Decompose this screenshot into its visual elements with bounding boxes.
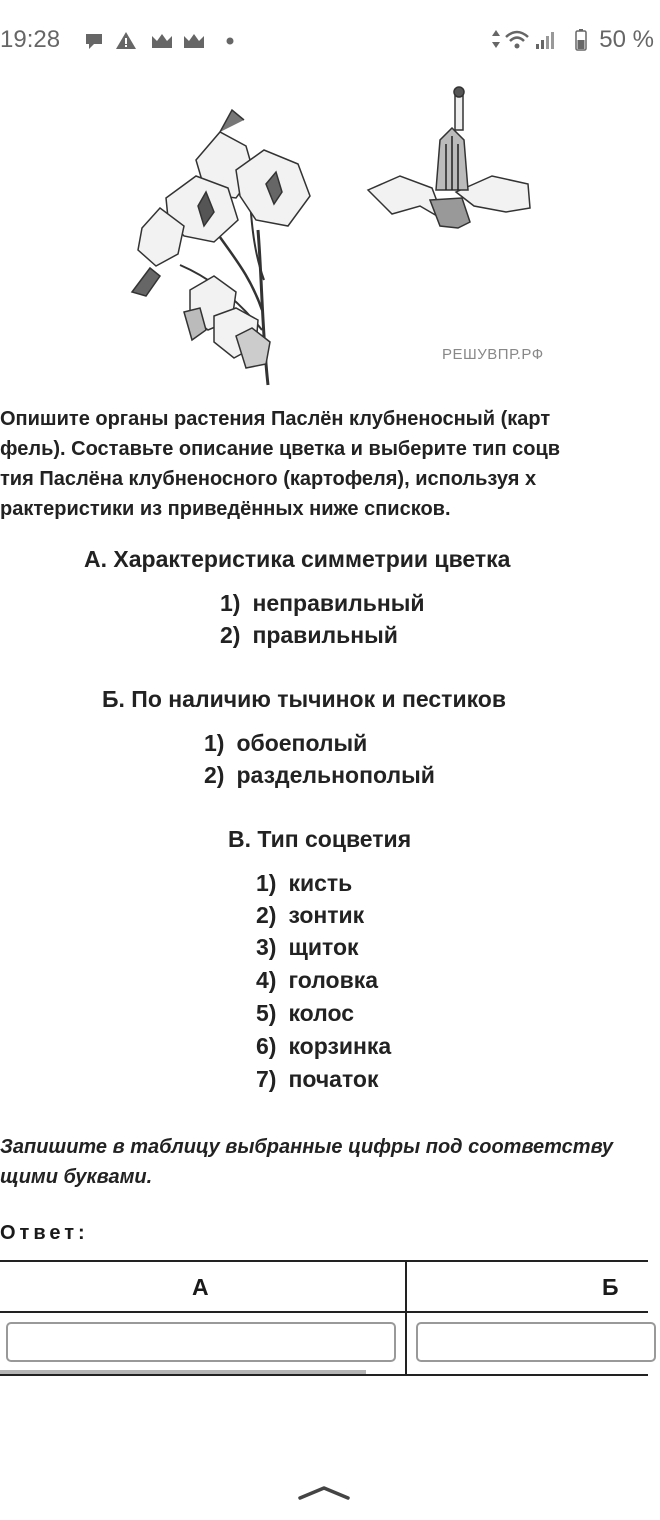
option-text: раздельнополый — [236, 762, 435, 788]
signal-icon — [536, 32, 554, 49]
section-b-title: Б. По наличию тычинок и пестиков — [102, 686, 506, 712]
option-item — [204, 730, 367, 757]
option-item — [256, 967, 378, 994]
option-number: 7) — [256, 1066, 277, 1092]
watermark: РЕШУВПР.РФ — [442, 346, 544, 363]
option-text: щиток — [288, 934, 359, 960]
option-number: 5) — [256, 1000, 277, 1026]
system-icons — [492, 28, 592, 54]
answer-label: Ответ: — [0, 1222, 89, 1244]
chat-icon — [86, 34, 102, 49]
option-number: 3) — [256, 934, 277, 960]
instruction-line: Запишите в таблицу выбранные цифры под соответству — [0, 1136, 614, 1158]
option-text: початок — [288, 1066, 379, 1092]
section-a-title: А. Характеристика симметрии цветка — [84, 546, 511, 572]
table-border-middle — [0, 1311, 648, 1313]
battery-percent: 50 % — [599, 26, 654, 53]
column-header-a: А — [192, 1274, 209, 1300]
instruction-line: щими буквами. — [0, 1166, 153, 1188]
task-text-line: тия Паслёна клубненосного (картофеля), используя х — [0, 468, 537, 490]
option-text: головка — [288, 967, 379, 993]
answer-input-a[interactable] — [6, 1322, 396, 1362]
option-number: 1) — [256, 870, 277, 896]
status-bar — [0, 0, 654, 80]
column-header-b: Б — [602, 1274, 619, 1300]
battery-icon — [576, 29, 586, 50]
table-border-bottom — [0, 1374, 648, 1376]
option-item — [204, 762, 435, 789]
notification-icons — [84, 30, 244, 52]
option-number: 1) — [204, 730, 225, 756]
option-item — [256, 1000, 354, 1027]
option-item — [256, 934, 359, 961]
option-number: 1) — [220, 590, 241, 616]
option-item — [220, 590, 425, 617]
chevron-up-icon[interactable] — [296, 1480, 352, 1502]
status-time: 19:28 — [0, 26, 61, 53]
option-item — [256, 1033, 391, 1060]
potato-flower-illustration — [0, 80, 648, 400]
option-text: кисть — [288, 870, 353, 896]
option-text: корзинка — [288, 1033, 392, 1059]
option-text: колос — [288, 1000, 354, 1026]
option-number: 2) — [256, 902, 277, 928]
option-number: 2) — [204, 762, 225, 788]
crown-icon — [184, 34, 204, 48]
horizontal-scrollbar[interactable] — [0, 1370, 366, 1374]
answer-input-b[interactable] — [416, 1322, 656, 1362]
task-text-line: рактеристики из приведённых ниже списков. — [0, 498, 451, 520]
task-text-line: фель). Составьте описание цветка и выберите тип соцв — [0, 438, 561, 460]
option-text: правильный — [252, 622, 398, 648]
option-item — [256, 902, 364, 929]
option-text: зонтик — [288, 902, 365, 928]
option-number: 6) — [256, 1033, 277, 1059]
wifi-icon — [506, 32, 528, 49]
option-item — [256, 870, 352, 897]
task-text-line: Опишите органы растения Паслён клубненосный (карт — [0, 408, 551, 430]
option-item — [256, 1066, 379, 1093]
dot-icon — [227, 38, 234, 45]
crown-icon — [152, 34, 172, 48]
warning-icon — [116, 32, 136, 49]
option-item — [220, 622, 398, 649]
section-v-title: В. Тип соцветия — [228, 826, 412, 852]
option-number: 4) — [256, 967, 277, 993]
option-text: неправильный — [252, 590, 425, 616]
table-column-divider — [405, 1260, 407, 1376]
table-border-top — [0, 1260, 648, 1262]
option-text: обоеполый — [236, 730, 368, 756]
data-arrows-icon — [492, 30, 500, 48]
option-number: 2) — [220, 622, 241, 648]
